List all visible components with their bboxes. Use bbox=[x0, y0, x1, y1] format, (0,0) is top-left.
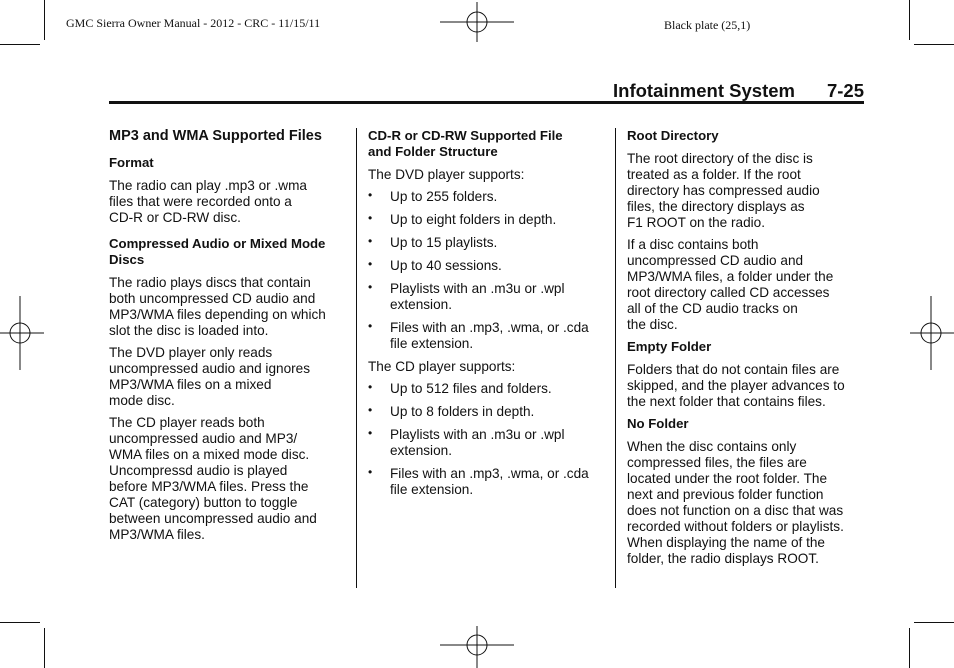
print-header-right: Black plate (25,1) bbox=[664, 18, 751, 32]
registration-mark-left bbox=[0, 296, 44, 370]
file-structure-heading: CD-R or CD-RW Supported File and Folder Structure bbox=[368, 128, 563, 159]
list-item: • Up to 15 playlists. bbox=[368, 234, 498, 250]
dvd-support-list bbox=[368, 189, 606, 352]
root-directory-paragraph: The root directory of the disc is treated as a folder. If the root directory has compressed audio files, the directory displays as F1 ROOT on the radio. bbox=[627, 151, 820, 230]
root-directory-heading: Root Directory bbox=[627, 128, 719, 143]
list-item: • Files with an .mp3, .wma, or .cda file extension. bbox=[368, 319, 589, 351]
print-header-left: GMC Sierra Owner Manual - 2012 - CRC - 11/15/11 bbox=[66, 16, 321, 30]
column-divider-2 bbox=[615, 128, 616, 588]
cd-support-list bbox=[368, 381, 606, 498]
mixed-disc-paragraph: If a disc contains both uncompressed CD audio and MP3/WMA files, a folder under the root directory called CD accesses all of the CD audio tracks on the disc. bbox=[627, 237, 834, 332]
empty-folder-paragraph: Folders that do not contain files are skipped, and the player advances to the next folder that contains files. bbox=[627, 362, 845, 409]
list-item: • Up to eight folders in depth. bbox=[368, 211, 557, 227]
radio-paragraph: The radio plays discs that contain both uncompressed CD audio and MP3/WMA files depending on which slot the disc is loaded into. bbox=[109, 275, 326, 338]
dvd-paragraph: The DVD player only reads uncompressed audio and ignores MP3/WMA files on a mixed mode disc. bbox=[109, 345, 311, 408]
section-title: Infotainment System bbox=[613, 80, 795, 101]
registration-mark-right bbox=[910, 296, 954, 370]
list-item: • Up to 255 folders. bbox=[368, 188, 498, 204]
column-divider-1 bbox=[356, 128, 357, 588]
format-paragraph: The radio can play .mp3 or .wma files that were recorded onto a CD-R or CD-RW disc. bbox=[109, 178, 307, 225]
column-2 bbox=[368, 128, 606, 505]
page-number: 7-25 bbox=[826, 80, 864, 101]
cd-paragraph: The CD player reads both uncompressed audio and MP3/ WMA files on a mixed mode disc. Uncompressd audio is played before MP3/WMA files. Press the CAT (category) button to toggle between uncompressed audio and MP3/WMA files. bbox=[109, 415, 317, 542]
column-1 bbox=[109, 128, 347, 549]
no-folder-heading: No Folder bbox=[627, 416, 689, 431]
title-rule bbox=[109, 101, 864, 104]
section-heading: MP3 and WMA Supported Files bbox=[109, 128, 322, 144]
list-item: • Up to 512 files and folders. bbox=[368, 380, 552, 396]
column-3 bbox=[627, 128, 865, 573]
list-item: • Playlists with an .m3u or .wpl extension. bbox=[368, 280, 565, 312]
list-item: • Playlists with an .m3u or .wpl extension. bbox=[368, 426, 565, 458]
empty-folder-heading: Empty Folder bbox=[627, 339, 712, 354]
dvd-intro: The DVD player supports: bbox=[368, 167, 525, 182]
no-folder-paragraph: When the disc contains only compressed files, the files are located under the root folder. The next and previous folder function does not function on a disc that was recorded without folders or playlists. When displaying the name of the folder, the radio displays ROOT. bbox=[627, 439, 844, 566]
list-item: • Up to 8 folders in depth. bbox=[368, 403, 535, 419]
registration-mark-bottom bbox=[440, 626, 514, 668]
page-title bbox=[109, 80, 864, 102]
format-heading: Format bbox=[109, 155, 154, 170]
list-item: • Up to 40 sessions. bbox=[368, 257, 502, 273]
cd-intro: The CD player supports: bbox=[368, 359, 516, 374]
registration-mark-top bbox=[440, 2, 514, 42]
list-item: • Files with an .mp3, .wma, or .cda file extension. bbox=[368, 465, 589, 497]
compressed-audio-heading: Compressed Audio or Mixed Mode Discs bbox=[109, 236, 326, 267]
